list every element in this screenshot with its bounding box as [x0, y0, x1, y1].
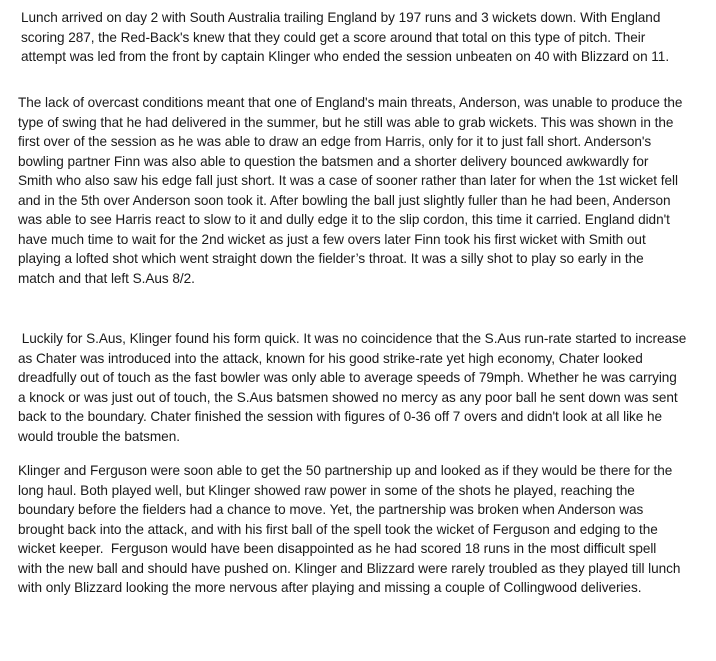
text-line: playing a lofted shot which went straight down the fielder’s throat. It was a silly shot to play so early in the — [18, 251, 644, 266]
text-line: boundary before the fielders had a chance to move. Yet, the partnership was broken when Anderson was — [18, 502, 644, 517]
text-line: was able to see Harris react to slow to it and dully edge it to the slip cordon, this time it carried. England didn't — [18, 212, 670, 227]
text-line: attempt was led from the front by captain Klinger who ended the session unbeaten on 40 with Blizzard on 11. — [21, 49, 670, 64]
text-line: with only Blizzard looking the more nervous after playing and missing a couple of Collingwood deliveries. — [18, 580, 642, 595]
paragraph-klinger-form — [18, 329, 712, 446]
text-line: The lack of overcast conditions meant that one of England's main threats, Anderson, was unable to produce the — [18, 95, 683, 110]
text-line: as Chater was introduced into the attack, known for his good strike-rate yet high economy, Chater looked — [18, 350, 643, 366]
text-line: type of swing that he had delivered in the summer, but he still was able to grab wickets. This was shown in the — [18, 114, 674, 130]
text-line: Klinger and Ferguson were soon able to get the 50 partnership up and looked as if they would be there for the — [18, 463, 673, 478]
text-line: dreadfully out of touch as the fast bowler was only able to average speeds of 79mph. Whether he was carrying — [18, 370, 677, 385]
paragraph-anderson-bowling — [18, 93, 712, 288]
text-line: with the new ball and should have pushed on. Klinger and Blizzard were rarely troubled as they played till lunch — [18, 560, 681, 576]
text-line: bowling partner Finn was also able to question the batsmen and a shorter delivery bounced awkwardly for — [18, 153, 649, 169]
text-line: back to the boundary. Chater finished the session with figures of 0-36 off 7 overs and didn't look at all like he — [18, 409, 663, 424]
text-line: wicket keeper. Ferguson would have been disappointed as he had scored 18 runs in the most difficult spell — [18, 541, 657, 556]
text-line: first over of the session as he was able to draw an edge from Harris, only for it to just fall short. Anderson's — [18, 134, 652, 149]
text-line: a knock or was just out of touch, the S.Aus batsmen showed no mercy as any poor ball he sent down was sent — [18, 389, 678, 405]
text-line: Lunch arrived on day 2 with South Australia trailing England by 197 runs and 3 wickets down. With England — [21, 10, 661, 25]
text-line: match and that left S.Aus 8/2. — [18, 270, 195, 286]
paragraph-lunch-summary — [21, 8, 711, 67]
text-line: Smith who also saw his edge fall just short. It was a case of sooner rather than later for when the 1st wicket fell — [18, 173, 678, 188]
text-line: have much time to wait for the 2nd wicket as just a few overs later Finn took his first wicket with Smith out — [18, 231, 646, 247]
text-line: Luckily for S.Aus, Klinger found his form quick. It was no coincidence that the S.Aus run-rate started to increase — [18, 331, 687, 346]
text-line: would trouble the batsmen. — [18, 428, 180, 444]
text-line: scoring 287, the Red-Back's knew that they could get a score around that total on this type of pitch. Their — [21, 29, 646, 45]
text-line: long haul. Both played well, but Klinger showed raw power in some of the shots he played, reaching the — [18, 482, 635, 498]
text-line: brought back into the attack, and with his first ball of the spell took the wicket of Ferguson and edging to the — [18, 521, 658, 537]
paragraph-partnership — [18, 461, 712, 598]
text-line: and in the 5th over Anderson soon took it. After bowling the ball just slightly fuller than he had been, Anderson — [18, 192, 671, 208]
